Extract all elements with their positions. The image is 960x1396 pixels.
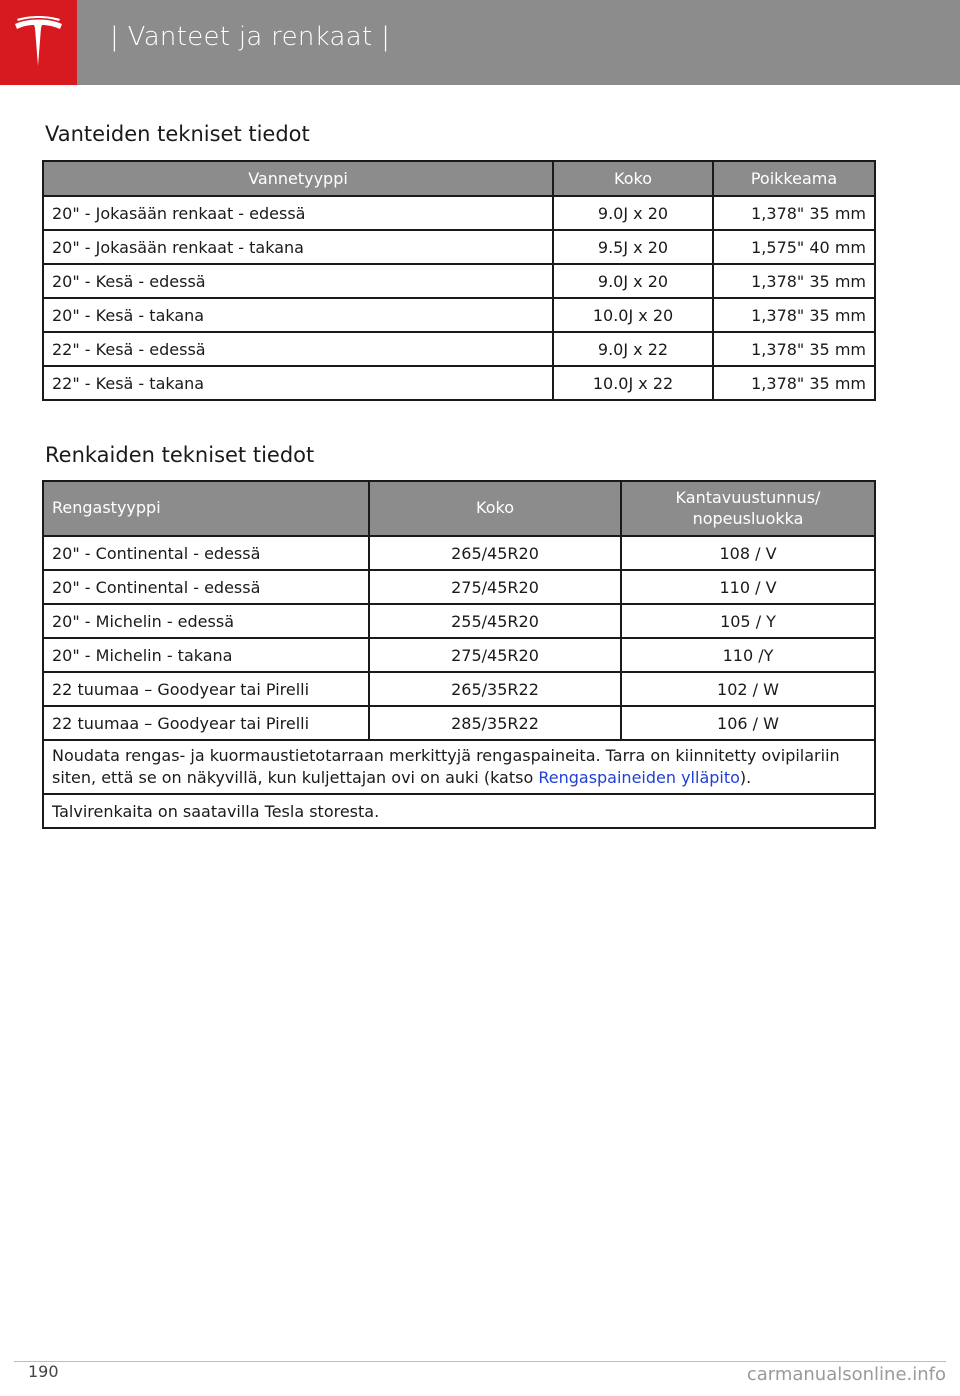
note-text: Noudata rengas- ja kuormaustietotarraan merkittyjä rengaspaineita. Tarra on kiinnitetty ovipilariin siten, että se on näkyvillä, kun kuljettajan ovi on auki (katso: [52, 746, 840, 787]
table-row: [43, 638, 875, 672]
tires-spec-table: [42, 480, 876, 829]
table-cell: 1,378" 35 mm: [713, 196, 875, 230]
page-title: | Vanteet ja renkaat |: [110, 22, 391, 52]
table-cell: 20" - Continental - edessä: [43, 570, 369, 604]
table-cell: 20" - Michelin - edessä: [43, 604, 369, 638]
table-cell: 265/45R20: [369, 536, 621, 570]
table-cell: 275/45R20: [369, 638, 621, 672]
table-cell: 1,378" 35 mm: [713, 298, 875, 332]
table-cell: 110 /Y: [621, 638, 875, 672]
table-row: [43, 706, 875, 740]
tire-pressure-link[interactable]: Rengaspaineiden ylläpito: [538, 768, 740, 787]
table-cell: 20" - Kesä - edessä: [43, 264, 553, 298]
table-header-row: [43, 161, 875, 196]
watermark: carmanualsonline.info: [746, 1364, 946, 1385]
table-cell: 10.0J x 22: [553, 366, 713, 400]
table-row: [43, 570, 875, 604]
table-row: [43, 672, 875, 706]
footer-divider: [14, 1361, 946, 1362]
table-cell: 20" - Jokasään renkaat - edessä: [43, 196, 553, 230]
table-note-row: [43, 794, 875, 828]
table-cell: 22" - Kesä - edessä: [43, 332, 553, 366]
table-row: [43, 196, 875, 230]
table-row: [43, 264, 875, 298]
tesla-t-icon: [13, 16, 64, 68]
table-cell: 22 tuumaa – Goodyear tai Pirelli: [43, 706, 369, 740]
table-note-row: [43, 740, 875, 794]
table-row: [43, 604, 875, 638]
column-header: Poikkeama: [713, 161, 875, 196]
table-cell: 106 / W: [621, 706, 875, 740]
table-row: [43, 366, 875, 400]
table-cell: 9.5J x 20: [553, 230, 713, 264]
table-cell: 255/45R20: [369, 604, 621, 638]
table-cell: 22 tuumaa – Goodyear tai Pirelli: [43, 672, 369, 706]
table-cell: 1,378" 35 mm: [713, 332, 875, 366]
table-row: [43, 230, 875, 264]
table-row: [43, 332, 875, 366]
column-header: Vannetyyppi: [43, 161, 553, 196]
table-cell: 22" - Kesä - takana: [43, 366, 553, 400]
table-cell: 20" - Michelin - takana: [43, 638, 369, 672]
page-header: [0, 0, 960, 85]
tires-section-title: Renkaiden tekniset tiedot: [45, 443, 315, 467]
column-header: Koko: [369, 481, 621, 536]
column-header: Koko: [553, 161, 713, 196]
wheels-section-title: Vanteiden tekniset tiedot: [45, 122, 310, 146]
table-cell: 9.0J x 20: [553, 196, 713, 230]
table-cell: 10.0J x 20: [553, 298, 713, 332]
table-cell: 105 / Y: [621, 604, 875, 638]
table-cell: 1,575" 40 mm: [713, 230, 875, 264]
page-number: 190: [28, 1362, 59, 1381]
table-cell: 265/35R22: [369, 672, 621, 706]
table-cell: 110 / V: [621, 570, 875, 604]
table-cell: 1,378" 35 mm: [713, 264, 875, 298]
table-cell: 20" - Continental - edessä: [43, 536, 369, 570]
wheels-spec-table: [42, 160, 876, 401]
table-cell: 285/35R22: [369, 706, 621, 740]
column-header: Rengastyyppi: [43, 481, 369, 536]
table-cell: 1,378" 35 mm: [713, 366, 875, 400]
table-cell: 9.0J x 22: [553, 332, 713, 366]
column-header: Kantavuustunnus/ nopeusluokka: [621, 481, 875, 536]
table-cell: 102 / W: [621, 672, 875, 706]
table-header-row: [43, 481, 875, 536]
table-row: [43, 298, 875, 332]
table-cell: 108 / V: [621, 536, 875, 570]
tesla-logo: [0, 0, 77, 85]
note-text-end: ).: [739, 768, 752, 787]
table-cell: 20" - Jokasään renkaat - takana: [43, 230, 553, 264]
table-row: [43, 536, 875, 570]
table-cell: 20" - Kesä - takana: [43, 298, 553, 332]
table-cell: 275/45R20: [369, 570, 621, 604]
table-cell: 9.0J x 20: [553, 264, 713, 298]
winter-tires-note: Talvirenkaita on saatavilla Tesla storesta.: [43, 794, 875, 828]
tire-pressure-note: [43, 740, 875, 794]
